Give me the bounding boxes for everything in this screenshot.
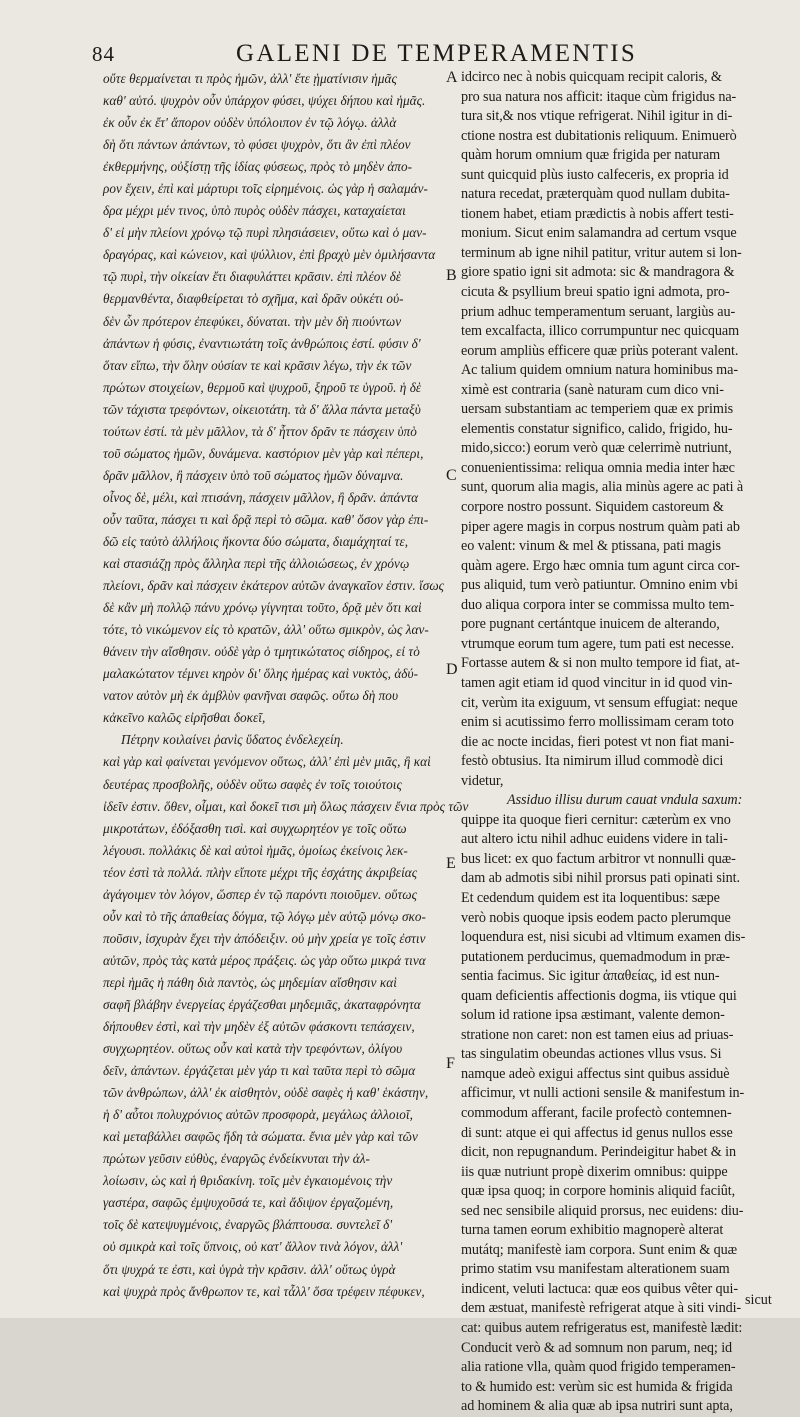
latin-text-column — [461, 68, 785, 1417]
page-number: 84 — [92, 42, 115, 66]
text-line: eo valent: vinum & mel & ptissana, pati magis — [461, 538, 721, 555]
text-line: tamen agit etiam id quod vincitur in id quod vin- — [461, 674, 733, 691]
text-line: οὔτε θερμαίνεται τι πρὸς ἡμῶν, ἀλλ' ἔτε ᾑματίνισιν ἡμᾶς — [103, 71, 397, 86]
text-line: monium. Sicut enim salamandra ad certum vsque — [461, 225, 737, 242]
text-line: stratione non caret: non est tamen eius ad priuas- — [461, 1026, 734, 1043]
text-line: Ac talium quidem omnium natura hominibus ma- — [461, 362, 738, 379]
text-line: idcirco nec à nobis quicquam recipit caloris, & — [461, 69, 722, 85]
section-marker-b: B — [446, 267, 457, 284]
text-line: σαφῆ βλάβην ἐνεργείας ἐργάζεσθαι μηδεμιᾶς, ἀκαταφρόνητα — [103, 996, 421, 1012]
text-line: to & humido est: verùm sic est humida & frigida — [461, 1378, 733, 1395]
text-line: iis quæ nutriunt propè dixerim omnibus: quippe — [461, 1163, 728, 1180]
text-line: commodum afferant, facile profectò contemnen- — [461, 1104, 732, 1121]
text-line: Assiduo illisu durum cauat vndula saxum: — [507, 792, 743, 809]
text-line: verò nobis quoque ipsis eodem pacto plerumque — [461, 909, 731, 926]
text-line: ἀγάγοιμεν τὸν λόγον, ὥσπερ ἐν τῷ παρόντι ποιοῦμεν. οὕτως — [103, 886, 417, 902]
text-line: ἰδεῖν ἐστιν. ὅθεν, οἶμαι, καὶ δοκεῖ τισι μὴ ὅλως πάσχειν ἔνια πρὸς τῶν — [103, 798, 469, 814]
text-line: natura recedat, præterquàm quod nullam dubita- — [461, 186, 730, 203]
text-line: dicit, non repugnandum. Perindeigitur habet & in — [461, 1144, 736, 1161]
section-marker-a: A — [446, 69, 458, 86]
text-line: δῶ εἰς ταὐτὸ ἀλλήλοις ἥκοντα δύο σώματα, διαμάχηταί τε, — [103, 533, 409, 549]
text-line: die ac nocte incidas, fieri potest vt non fiat mani- — [461, 733, 734, 750]
text-line: quam deficientis affectionis dogma, iis vtique qui — [461, 987, 737, 1004]
text-line: πρώτων στοιχείων, θερμοῦ καὶ ψυχροῦ, ξηροῦ τε ὑγροῦ. ἡ δὲ — [103, 379, 422, 395]
text-line: Et cedendum quidem est ita loquentibus: sæpe — [461, 889, 720, 906]
text-line: conuenientissima: reliqua omnia media inter hæc — [461, 459, 735, 476]
text-line: cit, verùm ita exiguum, vt sensum effugiat: neque — [461, 694, 738, 711]
text-line: solum id ratione ipsa æstimant, valente demon- — [461, 1007, 725, 1024]
section-marker-c: C — [446, 467, 457, 484]
text-line: δευτέρας προσβολῆς, οὐδὲν οὕτω σαφὲς ἐν τοῖς τοιούτοις — [103, 776, 402, 792]
text-line: afficimur, vt nulli actioni sensile & manifestum in- — [461, 1085, 745, 1102]
text-line: οἶνος δὲ, μέλι, καὶ πτισάνη, πάσχειν μᾶλλον, ἢ δρᾶν. ἀπάντα — [103, 489, 419, 505]
text-line: giore spatio igni sit admota: sic & mandragora & — [461, 264, 735, 281]
text-line: sentia facimus. Sic igitur ἀπαθείας, id est nun- — [461, 968, 720, 985]
text-line: οὐ σμικρὰ καὶ τοῖς ὕπνοις, οὐ κατ' ἄλλον τινὰ λόγον, ἀλλ' — [103, 1239, 403, 1255]
catchword: sicut — [745, 1292, 772, 1308]
text-line: putationem perducimus, quemadmodum in præ- — [461, 948, 730, 965]
text-line: συγχωρητέον. οὕτως οὖν καὶ κατὰ τὴν τρεφόντων, ὀλίγου — [103, 1041, 403, 1057]
text-line: di sunt: atque ei qui affectus id genus nullos esse — [461, 1124, 733, 1141]
text-line: θερμανθέντα, διαφθείρεται τὸ σχῆμα, καὶ δρᾶν οὐκέτι οὐ- — [103, 291, 404, 307]
text-line: καὶ ψυχρὰ πρὸς ἄνθρωπον τε, καὶ τἆλλ' ὅσα τρέφειν πέφυκεν, — [103, 1283, 425, 1299]
text-line: πρώτων γεῦσιν εὐθὺς, ἐναργῶς ἐνδείκνυται τὴν ἀλ- — [103, 1151, 370, 1167]
text-line: sunt, quorum alia magis, alia minùs agere ac pati à — [461, 479, 744, 496]
text-line: θάνειν τὴν αἴσθησιν. οὐδὲ γὰρ ὁ τμητικώτατος σίδηρος, εἰ τὸ — [103, 644, 420, 660]
text-line: τῶν τάχιστα τρεφόντων, οἰκειοτάτη. τὰ δ' ἄλλα πάντα μεταξὺ — [103, 401, 421, 417]
text-line: tionem habet, etiam prædictis à nobis affert testi- — [461, 205, 734, 222]
text-line: δεῖν, ἀπάντων. ἐργάζεται μὲν γάρ τι καὶ ταῦτα περὶ τὸ σῶμα — [103, 1063, 416, 1079]
text-line: ποῦσιν, ἰσχυρὰν ἔχει τὴν ἀπόδειξιν. οὐ μὴν χρεία γε τοῖς ἐστιν — [103, 930, 426, 946]
text-line: δραγόρας, καὶ κώνειον, καὶ ψύλλιον, ἐπὶ βραχὺ μὲν ὁμιλήσαντα — [103, 247, 436, 263]
text-line: mutátq; manifestè iam corpora. Sunt enim & quæ — [461, 1241, 737, 1258]
text-line: cat: quibus autem refrigeratus est, manifestè lædit: — [461, 1320, 743, 1336]
text-line: prium adhuc temperamentum seruant, largiùs au- — [461, 303, 736, 320]
text-line: pro sua natura nos afficit: itaque cùm frigidus na- — [461, 88, 737, 105]
text-line: pore pugnant certántque inuicem de alterando, — [461, 616, 720, 633]
text-line: γαστέρα, σαφῶς ἐμψυχοῦσά τε, καὶ ἄδιψον ἐργαζομένη, — [103, 1195, 394, 1211]
text-line: ctione nostra est dubitationis reliquum. Enimuerò — [461, 127, 737, 144]
text-line: tem excalfacta, illico corrumpuntur nec quicquam — [461, 323, 740, 340]
text-line: Πέτρην κοιλαίνει ῥανὶς ὕδατος ἐνδελεχείη. — [121, 732, 344, 748]
running-title: GALENI DE TEMPERAMENTIS — [236, 40, 638, 67]
text-line: quippe ita quoque fieri cernitur: cæterùm ex vno — [461, 811, 731, 828]
text-line: primo statim vsu manifestam alterationem suam — [461, 1261, 730, 1278]
text-line: dem æstuat, manifestè refrigerat atque à siti vindi- — [461, 1300, 742, 1317]
text-line: καὶ γὰρ καὶ φαίνεται γενόμενον οὕτως, ἀλλ' ἐπὶ μὲν μιᾶς, ἢ καὶ — [103, 754, 431, 770]
text-line: indicent, veluti lactuca: quæ eos quibus vêter qui- — [461, 1280, 739, 1297]
text-line: videtur, — [461, 772, 504, 789]
text-line: tas singulatim obeundas actiones vllus vsus. Si — [461, 1046, 722, 1063]
text-line: τοῦ σώματος ἡμῶν, δυνάμενα. καστόριον μὲν γὰρ καὶ πέπερι, — [103, 445, 424, 461]
greek-text-column — [103, 68, 469, 1303]
text-line: tura sit,& nos vtique refrigerat. Nihil igitur in di- — [461, 108, 733, 125]
text-line: quàm agere. Ergo hæc omnia tum agunt circa cor- — [461, 557, 740, 574]
text-line: sed nec sensibile aliquid prorsus, nec euidens: diu- — [461, 1202, 744, 1219]
text-line: τοῖς δὲ κατεψυγμένοις, ἐναργῶς βλάπτουσα. συντελεῖ δ' — [103, 1217, 393, 1233]
section-marker-e: E — [446, 855, 456, 872]
running-header — [90, 38, 730, 72]
text-line: δρᾶν μᾶλλον, ἢ πάσχειν ὑπὸ τοῦ σώματος ἡμῶν δύναμνα. — [103, 467, 404, 483]
text-line: festò obtusius. Ita nimirum illud commodè dici — [461, 753, 724, 770]
text-line: δήπουθεν ἐστὶ, καὶ τὴν μηδὲν ἐξ αὐτῶν φάσκοντι τεπάσχειν, — [103, 1019, 415, 1035]
text-line: καὶ μεταβάλλει σαφῶς ἤδη τὰ σώματα. ἔνια μὲν γὰρ καὶ τῶν — [103, 1129, 418, 1145]
section-marker-d: D — [446, 661, 458, 678]
text-line: ἐκ οὖν ἐκ ἔτ' ἄπορον οὐδὲν ὑπόλοιπον ἐν τῷ λόγῳ. ἀλλὰ — [103, 115, 397, 131]
text-line: οὖν καὶ τὸ τῆς ἀπαθείας δόγμα, τῷ λόγῳ μὲν αὐτῷ μόνῳ σκο- — [103, 908, 426, 924]
text-line: μικροτάτων, ἐδόξασθη τισὶ. καὶ συγχωρητέον γε τοῖς οὕτω — [103, 820, 407, 836]
text-line: δ' εἰ μὴν πλείονι χρόνῳ τῷ πυρὶ πλησιάσειεν, οὕτω καὶ ὁ μαν- — [103, 225, 427, 241]
text-line: οὖν ταῦτα, πάσχει τι καὶ δρᾷ περὶ τὸ σῶμα. καθ' ὅσον γὰρ ἐπι- — [103, 511, 429, 527]
text-line: cicuta & psyllium breui spatio igni admota, pro- — [461, 284, 730, 301]
text-line: turna tamen eorum exhibitio magnoperè alterat — [461, 1222, 724, 1239]
text-line: Conducit verò & ad somnum non parum, neq; id — [461, 1339, 733, 1356]
text-line: ρον ἔχειν, ἐπὶ καὶ μάρτυρι τοῖς εἰρημένοις. ὡς γὰρ ἡ σαλαμάν- — [103, 181, 428, 197]
text-line: loquendura est, nisi sicubi ad vltimum examen dis- — [461, 929, 746, 946]
text-line: καθ' αὑτό. ψυχρὸν οὖν ὑπάρχον φύσει, ψύχει δήπου καὶ ἡμᾶς. — [103, 93, 426, 109]
text-line: κἀκεῖνο καλῶς εἰρῆσθαι δοκεῖ, — [103, 710, 266, 726]
text-line: elementis constatur significo, calido, frigido, hu- — [461, 420, 733, 437]
text-line: λέγουσι. πολλάκις δὲ καὶ αὐτοὶ ἡμᾶς, ὁμοίως ἐκείνοις λεκ- — [103, 842, 408, 858]
text-line: terminum ab igne nihil patitur, vritur autem si lon- — [461, 244, 742, 261]
text-line: δὴ ὅτι πάντων ἀπάντων, τὸ φύσει ψυχρὸν, ὅτι ἂν ἐπὶ πλέον — [103, 137, 411, 153]
text-line: τότε, τὸ νικώμενον εἰς τὸ κρατῶν, ἀλλ' οὕτω σμικρὸν, ὡς λαν- — [103, 622, 429, 638]
text-line: τέον ἐστὶ τὰ πολλά. πλὴν εἴποτε μέχρι τῆς ἐσχάτης ἀκριβείας — [103, 864, 418, 880]
text-line: περὶ ἡμᾶς ἡ πάθη διὰ παντὸς, ὡς μηδεμίαν αἴσθησιν καὶ — [103, 974, 397, 990]
text-line: namque adeò exigui affectus sint quibus assiduè — [461, 1065, 730, 1082]
text-line: δὲν ὧν πρότερον ἐπεφύκει, δύναται. τὴν μὲν δὴ πιούντων — [103, 313, 402, 329]
text-line: alia ratione vlla, quàm quod frigido temperamen- — [461, 1359, 736, 1376]
text-line: ἀπάντων ἡ φύσις, ἐναντιωτάτη τοῖς ἀνθρώποις ἐστί. φύσιν δ' — [103, 335, 421, 351]
text-line: aut altero ictu nihil adhuc euidens videre in tali- — [461, 831, 728, 848]
text-line: enim si acutissimo ferro mollissimam ceram toto — [461, 714, 734, 731]
text-line: quæ ipsa quoq; in corpore hominis aliquid faciût, — [461, 1183, 736, 1200]
text-line: δρα μέχρι μέν τινος, ὑπὸ πυρὸς οὐδὲν πάσχει, καταχαίεται — [103, 203, 406, 219]
text-line: ὅτι ψυχρά τε ἐστι, καὶ ὑγρὰ τὴν κρᾶσιν. ἀλλ' οὕτως ὑγρὰ — [103, 1261, 396, 1277]
text-line: ἡ δ' αὖτοι πολυχρόνιος αὐτῶν προσφορὰ, μεγάλως ἀλλοιοῖ, — [103, 1107, 413, 1123]
text-line: sunt quicquid plùs iusto calfeceris, ex propria id — [461, 166, 729, 183]
text-line: bus licet: ex quo factum arbitror vt nonnulli quæ- — [461, 850, 736, 867]
text-line: πλείονι, δρᾶν καὶ πάσχειν ἑκάτερον αὐτῶν ἀναγκαῖον ἐστιν. ἴσως — [103, 578, 445, 594]
text-line: mido,sicco:) eorum verò quæ celerrimè nutriunt, — [461, 440, 732, 457]
text-line: μαλακώτατον τέμνει κηρὸν δι' ὅλης ἡμέρας καὶ νυκτὸς, ἀδύ- — [103, 666, 419, 682]
text-line: Fortasse autem & si non multo tempore id fiat, at- — [461, 655, 740, 672]
text-line: τούτων ἐστί. τὰ μὲν μᾶλλον, τὰ δ' ἧττον δρᾶν τε πάσχειν ὑπὸ — [103, 423, 417, 439]
text-line: dam ab admotis sibi nihil prorsus pati opinati sint. — [461, 870, 740, 887]
text-line: ximè est contraria (sanè naturam cum dico vni- — [461, 381, 724, 398]
text-line: λοίωσιν, ὡς καὶ ἡ θριδακίνη. τοῖς μὲν ἐγκαιομένοις τὴν — [103, 1173, 393, 1189]
text-line: corpore nostro possunt. Siquidem castoreum & — [461, 499, 724, 516]
text-line: quàm horum omnium quæ frigida per naturam — [461, 147, 721, 164]
text-line: ad hominem & alia quæ ab ipsa nutriri sunt apta, — [461, 1398, 733, 1415]
text-line: τῶν ἀνθρώπων, ἀλλ' ἐκ αἰσθητὸν, οὐδὲ σαφὲς ἡ καθ' ἑκάστην, — [103, 1085, 429, 1101]
text-line: αὐτῶν, πρὸς τὰς κατὰ μέρος πράξεις. ὡς γὰρ οὕτω μικρά τινα — [103, 952, 426, 968]
section-marker-f: F — [446, 1055, 455, 1072]
text-line: duo aliqua corpora inter se commissa multo tem- — [461, 596, 735, 613]
text-line: pus aliquid, tum verò patiuntur. Omnino enim vbi — [461, 577, 738, 594]
text-line: eorum ampliùs efficere quæ priùs poterant valent. — [461, 342, 739, 359]
text-line: vtrumque eorum tum agere, tum pati est necesse. — [461, 635, 735, 652]
text-line: δὲ κἂν μὴ πολλῷ πάνυ χρόνῳ γίγνηται τοῦτο, δρᾷ μὲν ὅτι καὶ — [103, 600, 422, 616]
text-line: uersam substantiam ac temperiem quæ ex primis — [461, 401, 734, 418]
text-line: piper agere magis in corpus nostrum quàm pati ab — [461, 518, 740, 535]
text-line: ὅταν εἴπω, τὴν ὅλην οὐσίαν τε καὶ κρᾶσιν λέγω, τὴν ἐκ τῶν — [103, 357, 412, 373]
text-line: νατον αὐτὸν μὴ ἐκ ἀμβλὺν φανῆναι σαφῶς. οὕτω δὴ που — [103, 688, 399, 704]
text-line: ἐκθερμήνης, οὐξίστῃ τῆς ἰδίας φύσεως, πρὸς τὸ μηδὲν ἀπο- — [103, 159, 413, 175]
text-line: καὶ στασιάζῃ πρὸς ἄλληλα περὶ τῆς ἀλλοιώσεως, ἐν χρόνῳ — [103, 556, 410, 572]
text-line: τῷ πυρὶ, τὴν οἰκείαν ἔτι διαφυλάττει κρᾶσιν. ἐπὶ πλέον δὲ — [103, 269, 402, 285]
